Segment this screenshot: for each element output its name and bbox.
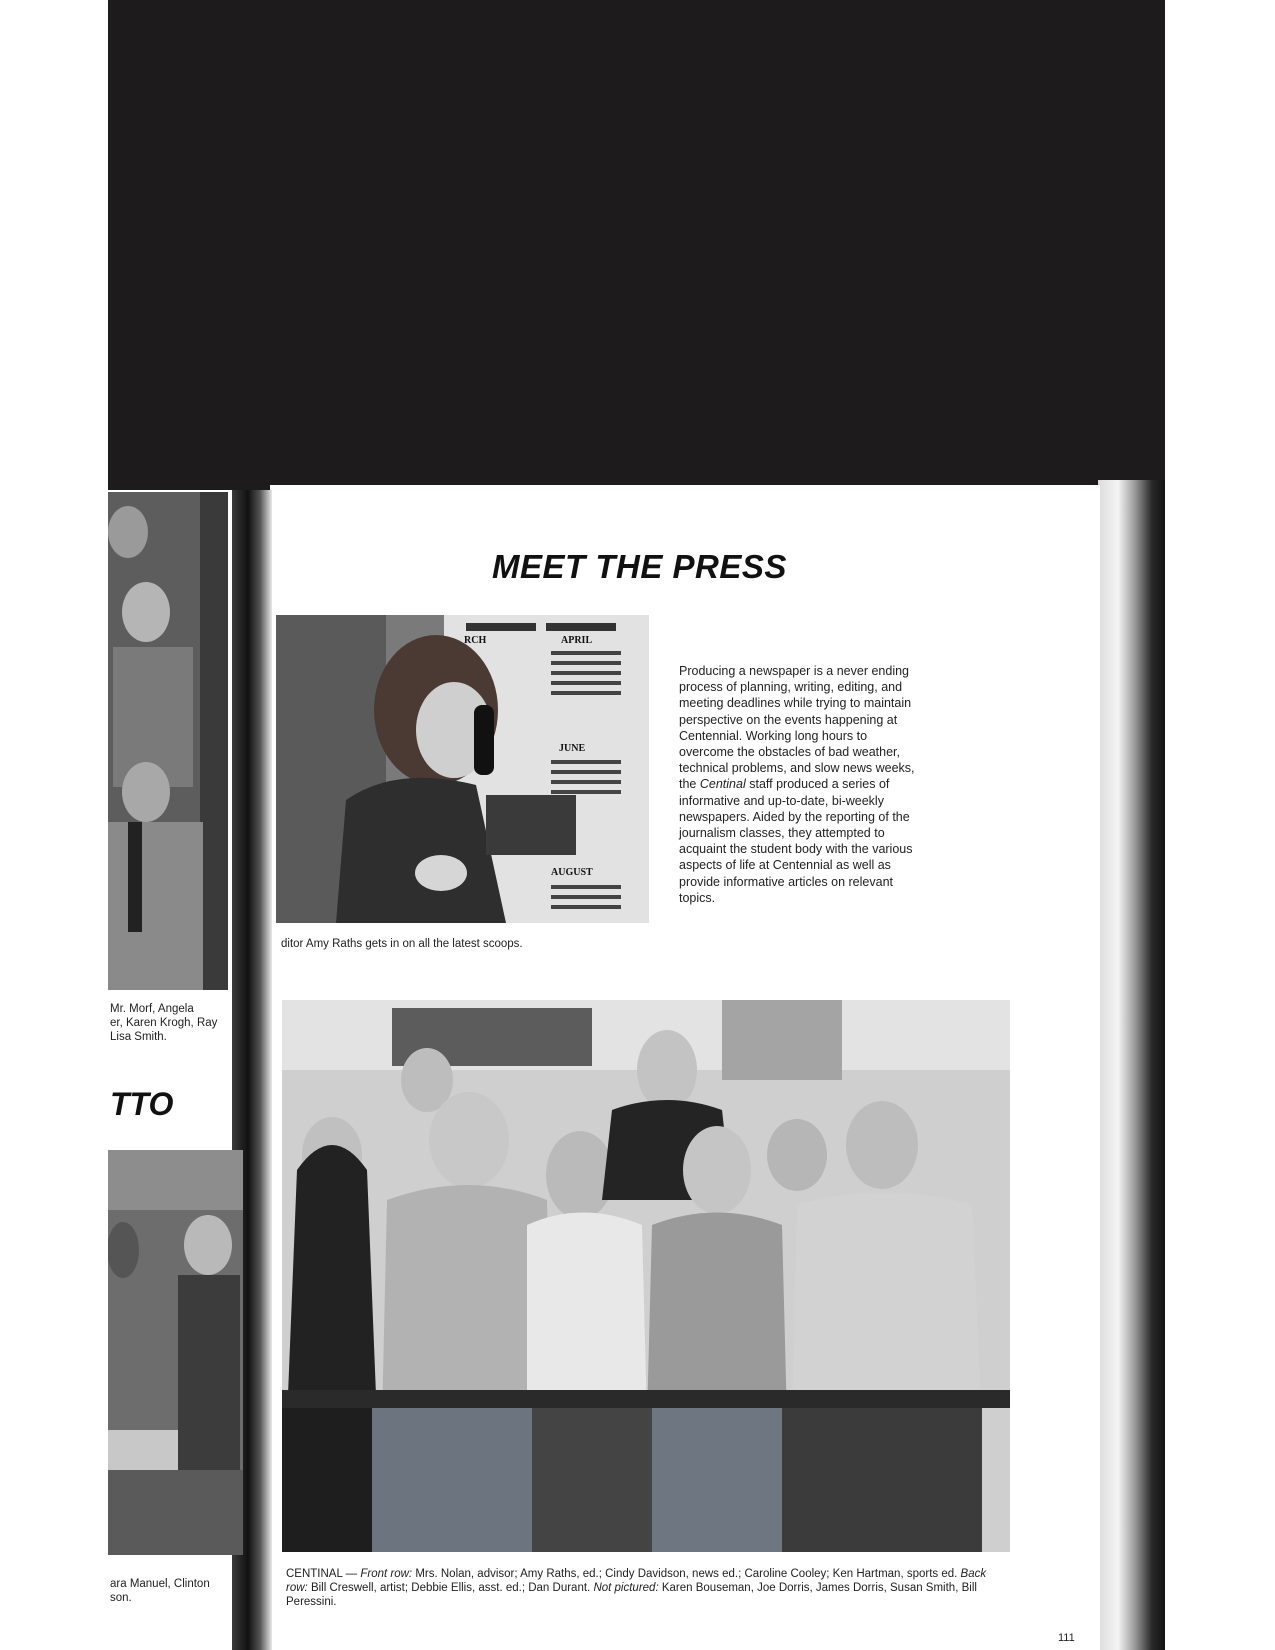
article-body-part2: staff produced a series of informative and up-to-date, bi-weekly newspapers. Aided by the reporting of the journalism classes, they attempted to acquaint the student body with the various aspects of life at Centennial as well as provide informative articles on relevant topics.	[679, 777, 913, 905]
group-caption-back-names: Bill Creswell, artist; Debbie Ellis, asst. ed.; Dan Durant.	[310, 1582, 591, 1594]
book-page-edge	[1098, 480, 1165, 1650]
page-number: 111	[1058, 1632, 1075, 1644]
scan-dark-background	[108, 0, 1165, 490]
article-body	[679, 663, 919, 906]
group-caption-back-label: Back row:	[286, 1568, 987, 1594]
left-top-photo	[108, 492, 228, 990]
staff-group-photo	[282, 1000, 1010, 1552]
calendar-month-june: JUNE	[559, 743, 586, 754]
calendar-month-april: APRIL	[561, 635, 593, 646]
staff-group-caption	[286, 1567, 1006, 1609]
editor-photo-caption: ditor Amy Raths gets in on all the latest scoops.	[281, 938, 523, 950]
group-caption-lead: CENTINAL —	[286, 1568, 358, 1580]
left-bottom-caption: ara Manuel, Clinton son.	[110, 1578, 210, 1604]
left-bottom-photo	[108, 1150, 243, 1555]
group-caption-not-pictured-names: Karen Bouseman, Joe Dorris, James Dorris, Susan Smith, Bill Peressini.	[286, 1582, 977, 1608]
left-top-caption: Mr. Morf, Angela er, Karen Krogh, Ray Lisa Smith.	[110, 1003, 218, 1043]
editor-phone-photo	[276, 615, 649, 923]
article-body-part1: Producing a newspaper is a never ending process of planning, writing, editing, and meeting deadlines while trying to maintain perspective on the events happening at Centennial. Working long hours to overcome the obstacles of bad weather, technical problems, and slow news weeks, the	[679, 664, 915, 792]
group-caption-not-pictured-label: Not pictured:	[593, 1582, 659, 1594]
group-caption-front-label: Front row:	[360, 1568, 413, 1580]
left-headline-fragment: TTO	[110, 1086, 174, 1122]
article-body-publication: Centinal	[699, 777, 746, 792]
group-caption-front-names: Mrs. Nolan, advisor; Amy Raths, ed.; Cindy Davidson, news ed.; Caroline Cooley; Ken Hartman, sports ed.	[415, 1568, 958, 1580]
calendar-month-august: AUGUST	[551, 867, 593, 878]
calendar-month-march: RCH	[464, 635, 487, 646]
page-headline: MEET THE PRESS	[492, 548, 787, 585]
